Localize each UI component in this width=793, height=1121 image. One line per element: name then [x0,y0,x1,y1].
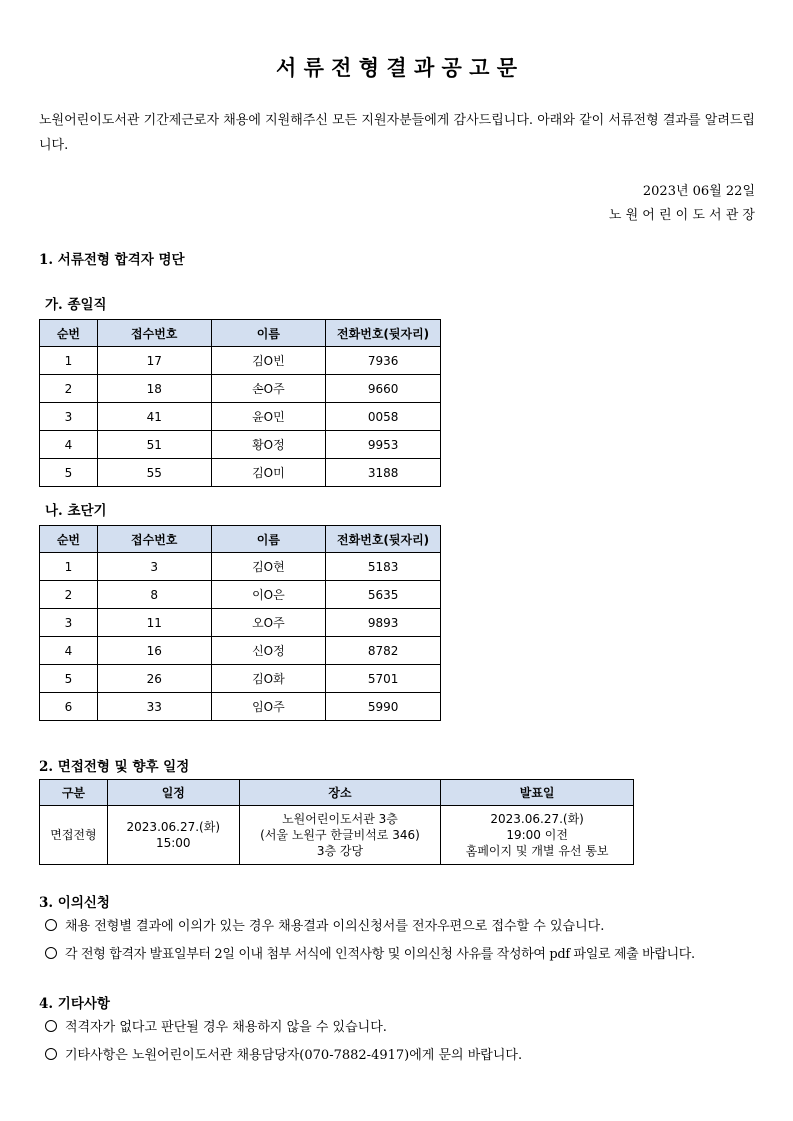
table-row [40,553,441,581]
list-item-text: 채용 전형별 결과에 이의가 있는 경우 채용결과 이의신청서를 전자우편으로 접수할 수 있습니다. [65,919,605,934]
table-cell: 이O은 [211,581,326,609]
header-cell: 구분 [40,780,108,806]
list-item [45,1016,387,1035]
table-cell: 9893 [326,609,441,637]
table-header-row [40,320,441,347]
table-cell: 김O현 [211,553,326,581]
table-cell: 5701 [326,665,441,693]
table-cell: 3 [97,553,211,581]
list-item [45,943,695,962]
table-cell: 오O주 [211,609,326,637]
header-cell: 발표일 [441,780,634,806]
table-cell: 손O주 [211,375,326,403]
header-cell: 전화번호(뒷자리) [326,526,441,553]
table-cell: 1 [40,553,98,581]
table-cell: 11 [97,609,211,637]
table-cell: 16 [97,637,211,665]
circle-bullet-icon [45,947,57,959]
table-row [40,693,441,721]
table-cell: 5 [40,459,98,487]
section2-heading: 2. 면접전형 및 향후 일정 [39,759,190,775]
table-cell: 김O화 [211,665,326,693]
table-cell: 9953 [326,431,441,459]
header-cell: 순번 [40,526,98,553]
table-cell: 8782 [326,637,441,665]
table-cell: 5990 [326,693,441,721]
announce-date: 2023.06.27.(화) [490,812,584,826]
table-cell: 33 [97,693,211,721]
document-title: 서 류 전 형 결 과 공 고 문 [275,55,518,80]
table-cell: 8 [97,581,211,609]
group-b-label: 나. 초단기 [45,503,107,519]
table-cell: 3 [40,403,98,431]
circle-bullet-icon [45,1020,57,1032]
table-row [40,459,441,487]
place-line: 노원어린이도서관 3층 [282,812,398,826]
table-header-row [40,526,441,553]
section4-heading: 4. 기타사항 [39,996,110,1012]
table-cell: 임O주 [211,693,326,721]
group-a-label: 가. 종일직 [45,297,107,313]
announce-method: 홈페이지 및 개별 유선 통보 [465,844,609,858]
circle-bullet-icon [45,1048,57,1060]
place-line: (서울 노원구 한글비석로 346) [260,828,420,842]
issuer: 노 원 어 린 이 도 서 관 장 [608,208,755,223]
header-cell: 장소 [239,780,441,806]
list-item [45,1044,522,1063]
table-cell: 9660 [326,375,441,403]
header-cell: 순번 [40,320,98,347]
short-term-table [39,525,441,721]
table-row [40,403,441,431]
header-cell: 이름 [211,526,326,553]
table-cell: 3188 [326,459,441,487]
table-cell: 2 [40,581,98,609]
table-cell: 1 [40,347,98,375]
table-cell: 51 [97,431,211,459]
table-row [40,637,441,665]
table-cell: 6 [40,693,98,721]
section1-heading: 1. 서류전형 합격자 명단 [39,252,185,268]
table-cell: 신O정 [211,637,326,665]
section3-heading: 3. 이의신청 [39,895,110,911]
circle-bullet-icon [45,919,57,931]
table-cell: 0058 [326,403,441,431]
table-cell: 41 [97,403,211,431]
schedule-date: 2023.06.27.(화) [126,820,221,834]
schedule-cell [107,806,239,865]
announce-time: 19:00 이전 [506,828,568,842]
table-row [40,609,441,637]
issue-date: 2023년 06월 22일 [642,184,755,199]
header-cell: 이름 [211,320,326,347]
table-row [40,806,634,865]
table-cell: 7936 [326,347,441,375]
table-cell: 5635 [326,581,441,609]
table-row [40,375,441,403]
table-cell: 김O미 [211,459,326,487]
table-cell: 2 [40,375,98,403]
header-cell: 전화번호(뒷자리) [326,320,441,347]
place-cell [239,806,441,865]
table-cell: 김O빈 [211,347,326,375]
table-cell: 26 [97,665,211,693]
header-cell: 접수번호 [97,526,211,553]
header-cell: 접수번호 [97,320,211,347]
table-cell: 18 [97,375,211,403]
full-time-table [39,319,441,487]
table-row [40,347,441,375]
table-cell: 5183 [326,553,441,581]
table-cell: 55 [97,459,211,487]
table-cell: 17 [97,347,211,375]
list-item-text: 기타사항은 노원어린이도서관 채용담당자(070-7882-4917)에게 문의 바랍니다. [65,1048,523,1063]
list-item [45,915,604,934]
table-cell: 4 [40,431,98,459]
list-item-text: 적격자가 없다고 판단될 경우 채용하지 않을 수 있습니다. [65,1020,387,1035]
table-row [40,581,441,609]
intro-paragraph: 노원어린이도서관 기간제근로자 채용에 지원해주신 모든 지원자분들에게 감사드립니다. 아래와 같이 서류전형 결과를 알려드립니다. [39,113,755,153]
announce-cell [441,806,634,865]
table-cell: 윤O민 [211,403,326,431]
place-line: 3층 강당 [316,844,364,858]
header-cell: 일정 [107,780,239,806]
table-row [40,431,441,459]
type-cell: 면접전형 [40,806,108,865]
table-cell: 황O정 [211,431,326,459]
table-cell: 3 [40,609,98,637]
schedule-time: 15:00 [155,836,191,850]
table-cell: 5 [40,665,98,693]
table-cell: 4 [40,637,98,665]
table-header-row [40,780,634,806]
interview-schedule-table [39,779,634,865]
list-item-text: 각 전형 합격자 발표일부터 2일 이내 첨부 서식에 인적사항 및 이의신청 사유를 작성하여 pdf 파일로 제출 바랍니다. [65,947,695,962]
table-row [40,665,441,693]
